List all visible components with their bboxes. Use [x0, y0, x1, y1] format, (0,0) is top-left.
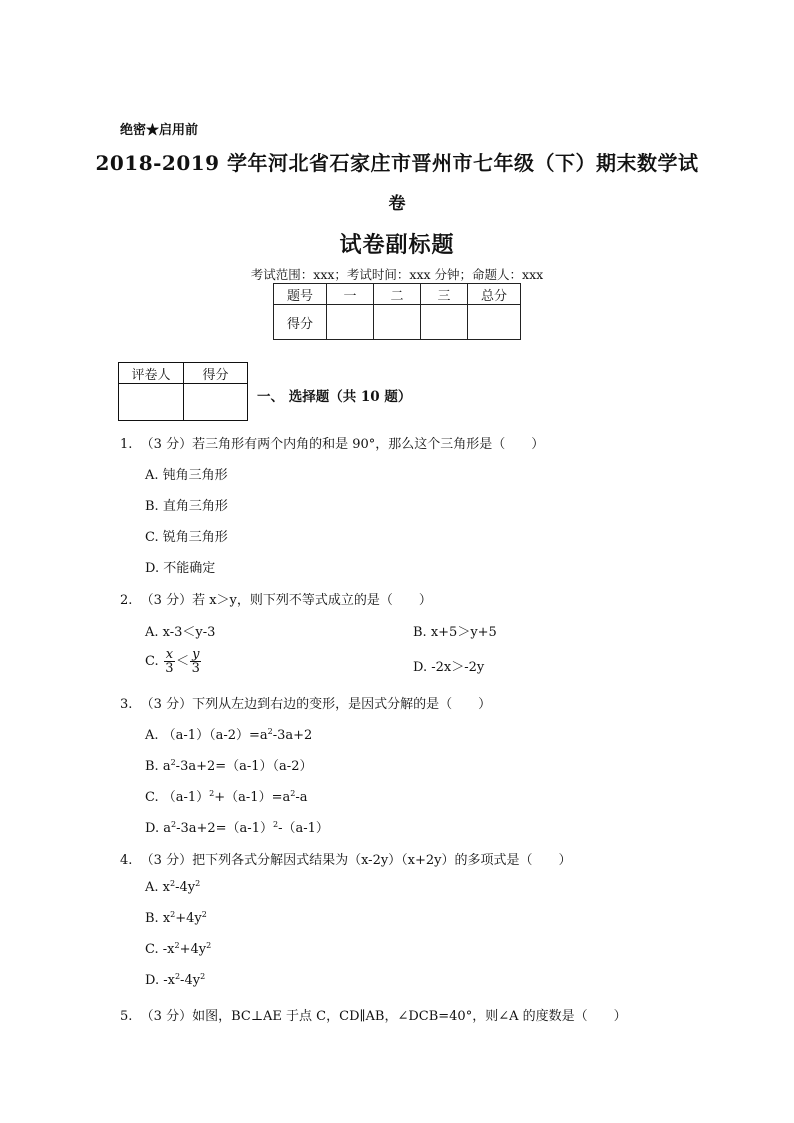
- question-number: 2.: [120, 593, 133, 608]
- question-text: （3 分）若 x＞y，则下列不等式成立的是（ ）: [140, 593, 432, 608]
- exam-title-line1: 2018-2019 学年河北省石家庄市晋州市七年级（下）期末数学试: [95, 151, 699, 175]
- score-cell-2[interactable]: [374, 305, 421, 340]
- q3-option-c: C. $(a-1)^2+(a-1)=a^2-a$: [145, 789, 308, 805]
- grader-header-reviewer: 评卷人: [119, 363, 184, 384]
- score-header-total: 总分: [468, 284, 521, 305]
- question-text: （3 分）下列从左边到右边的变形，是因式分解的是（ ）: [140, 697, 492, 712]
- q4-option-d: D. $-x^2-4y^2$: [145, 972, 206, 988]
- q1-option-b: B. 直角三角形: [145, 499, 228, 514]
- grader-table: [118, 362, 248, 421]
- q2-option-a: A. x-3＜y-3: [145, 625, 216, 640]
- exam-title-line2: 卷: [388, 194, 406, 214]
- score-cell-1[interactable]: [327, 305, 374, 340]
- section-title: 一、 选择题（共 10 题）: [257, 389, 412, 405]
- q3-option-d: D. $a^2-3a+2=(a-1)^2-(a-1)$: [145, 820, 329, 836]
- q1-option-d: D. 不能确定: [145, 561, 216, 576]
- question-text: （3 分）如图，BC⊥AE 于点 C，CD∥AB，∠DCB=40°，则∠A 的度数是（ ）: [140, 1009, 627, 1024]
- exam-subtitle: 试卷副标题: [339, 232, 455, 258]
- score-row-label: 得分: [274, 305, 327, 340]
- q2-option-d: D. -2x＞-2y: [413, 660, 485, 675]
- question-number: 5.: [120, 1009, 133, 1024]
- q2-option-c: C. $\frac{x}{3}$ ＜ $\frac{y}{3}$: [145, 647, 200, 676]
- q4-option-b: B. $x^2+4y^2$: [145, 910, 207, 926]
- grader-header-score: 得分: [184, 363, 248, 384]
- question-1: [120, 433, 544, 452]
- question-4: [120, 849, 572, 868]
- score-header-number: 题号: [274, 284, 327, 305]
- score-header-2: 二: [374, 284, 421, 305]
- score-table: [273, 283, 521, 340]
- exam-info: 考试范围：xxx；考试时间：xxx 分钟；命题人：xxx: [250, 267, 544, 282]
- question-text: （3 分）把下列各式分解因式结果为（x-2y）（x+2y）的多项式是（ ）: [140, 853, 572, 868]
- secret-label: 绝密★启用前: [120, 123, 199, 138]
- question-number: 1.: [120, 437, 133, 452]
- grader-cell-score[interactable]: [184, 384, 248, 421]
- score-cell-3[interactable]: [421, 305, 468, 340]
- fraction-x-over-3: $\frac{x}{3}$: [165, 647, 174, 676]
- q3-option-b: B. $a^2-3a+2=(a-1)(a-2)$: [145, 758, 313, 774]
- question-number: 4.: [120, 853, 133, 868]
- question-3: [120, 693, 491, 712]
- score-header-3: 三: [421, 284, 468, 305]
- q1-option-a: A. 钝角三角形: [145, 468, 228, 483]
- question-5: [120, 1005, 627, 1024]
- q2-option-b: B. x+5＞y+5: [413, 625, 497, 640]
- question-text: （3 分）若三角形有两个内角的和是 90°，那么这个三角形是（ ）: [140, 437, 545, 452]
- score-header-1: 一: [327, 284, 374, 305]
- grader-cell-reviewer[interactable]: [119, 384, 184, 421]
- question-2: [120, 589, 432, 608]
- q3-option-a: A. $(a-1)(a-2)=a^2-3a+2$: [145, 727, 313, 743]
- q1-option-c: C. 锐角三角形: [145, 530, 228, 545]
- fraction-y-over-3: $\frac{y}{3}$: [191, 647, 200, 676]
- q4-option-a: A. $x^2-4y^2$: [145, 879, 201, 895]
- score-cell-total[interactable]: [468, 305, 521, 340]
- question-number: 3.: [120, 697, 133, 712]
- q4-option-c: C. $-x^2+4y^2$: [145, 941, 212, 957]
